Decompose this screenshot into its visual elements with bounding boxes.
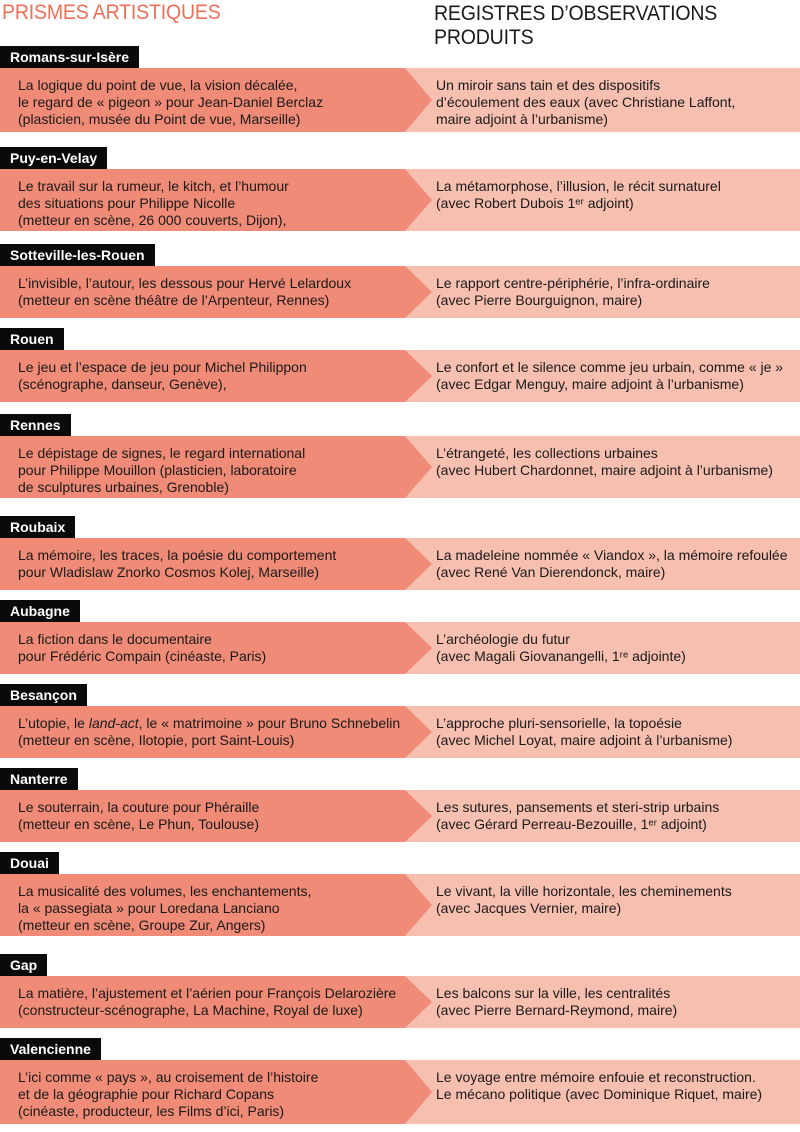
artistic-prism-line: La logique du point de vue, la vision décalée, [18, 77, 298, 93]
artistic-prism-text [18, 445, 418, 496]
city-label: Valencienne [0, 1038, 101, 1060]
observation-register-line: (avec Michel Loyat, maire adjoint à l’urbanisme) [436, 732, 733, 748]
observation-register-line: L’approche pluri-sensorielle, la topoésie [436, 715, 682, 731]
artistic-prism-text [18, 547, 418, 581]
observation-register-text [436, 275, 796, 309]
row-band [0, 706, 800, 758]
artistic-prism-text [18, 1069, 418, 1120]
observation-register-line: Les sutures, pansements et steri-strip urbains [436, 799, 720, 815]
row-band [0, 436, 800, 498]
row-band [0, 68, 800, 132]
artistic-prism-line: pour Philippe Mouillon (plasticien, laboratoire [18, 462, 297, 478]
artistic-prism-line: Le dépistage de signes, le regard international [18, 445, 306, 461]
observation-register-text [436, 77, 796, 128]
observation-register-line: (avec Magali Giovanangelli, 1ʳᵉ adjointe) [436, 648, 686, 664]
artistic-prism-text [18, 178, 418, 229]
row-band [0, 266, 800, 318]
city-label: Aubagne [0, 600, 80, 622]
row-band [0, 350, 800, 402]
row-band [0, 538, 800, 590]
observation-register-line: (avec Pierre Bernard-Reymond, maire) [436, 1002, 678, 1018]
city-label: Rennes [0, 414, 71, 436]
artistic-prism-line: et de la géographie pour Richard Copans [18, 1086, 275, 1102]
artistic-prism-line: pour Frédéric Compain (cinéaste, Paris) [18, 648, 267, 664]
observation-register-line: L’étrangeté, les collections urbaines [436, 445, 658, 461]
artistic-prism-text [18, 799, 418, 833]
city-label: Puy-en-Velay [0, 147, 107, 169]
artistic-prism-line: La musicalité des volumes, les enchantements, [18, 883, 312, 899]
observation-register-line: Un miroir sans tain et des dispositifs [436, 77, 661, 93]
artistic-prism-line: L’utopie, le land-act, le « matrimoine » pour Bruno Schnebelin [18, 715, 401, 731]
row-band [0, 169, 800, 231]
observation-register-line: Le vivant, la ville horizontale, les cheminements [436, 883, 732, 899]
artistic-prism-line: L’invisible, l’autour, les dessous pour Hervé Lelardoux [18, 275, 352, 291]
artistic-prism-text [18, 883, 418, 934]
artistic-prism-line: L’ici comme « pays », au croisement de l’histoire [18, 1069, 319, 1085]
artistic-prism-line: (constructeur-scénographe, La Machine, Royal de luxe) [18, 1002, 363, 1018]
observation-register-text [436, 985, 796, 1019]
observation-register-line: (avec Robert Dubois 1ᵉʳ adjoint) [436, 195, 634, 211]
observation-register-line: Le mécano politique (avec Dominique Riquet, maire) [436, 1086, 763, 1102]
observation-register-line: maire adjoint à l’urbanisme) [436, 111, 608, 127]
right-column-title-line-2: PRODUITS [434, 26, 534, 49]
artistic-prism-line: (metteur en scène, Le Phun, Toulouse) [18, 816, 260, 832]
observation-register-line: d’écoulement des eaux (avec Christiane Laffont, [436, 94, 736, 110]
city-label: Romans-sur-Isère [0, 46, 139, 68]
observation-register-line: La métamorphose, l’illusion, le récit surnaturel [436, 178, 721, 194]
row-band [0, 622, 800, 674]
artistic-prism-line: (cinéaste, producteur, les Films d’ici, Paris) [18, 1103, 285, 1119]
observation-register-line: Les balcons sur la ville, les centralités [436, 985, 671, 1001]
observation-register-text [436, 178, 796, 212]
observation-register-text [436, 799, 796, 833]
observation-register-line: (avec Pierre Bourguignon, maire) [436, 292, 643, 308]
observation-register-text [436, 1069, 796, 1103]
italic-term: land-act [88, 715, 139, 731]
observation-register-line: (avec Edgar Menguy, maire adjoint à l’urbanisme) [436, 376, 744, 392]
observation-register-line: Le rapport centre-périphérie, l’infra-ordinaire [436, 275, 710, 291]
artistic-prism-text [18, 985, 418, 1019]
artistic-prism-text [18, 275, 418, 309]
column-headers [0, 0, 800, 49]
artistic-prism-line: le regard de « pigeon » pour Jean-Daniel Berclaz [18, 94, 324, 110]
observation-register-line: (avec Jacques Vernier, maire) [436, 900, 622, 916]
observation-register-line: (avec Hubert Chardonnet, maire adjoint à l’urbanisme) [436, 462, 773, 478]
left-column-title: PRISMES ARTISTIQUES [2, 1, 221, 24]
row-band [0, 874, 800, 936]
artistic-prism-line: La matière, l’ajustement et l’aérien pour François Delarozière [18, 985, 397, 1001]
city-label: Nanterre [0, 768, 78, 790]
city-label: Roubaix [0, 516, 75, 538]
observation-register-text [436, 631, 796, 665]
city-label: Besançon [0, 684, 87, 706]
city-label: Sotteville-les-Rouen [0, 244, 155, 266]
artistic-prism-line: Le travail sur la rumeur, le kitch, et l’humour [18, 178, 289, 194]
artistic-prism-line: (metteur en scène, Ilotopie, port Saint-Louis) [18, 732, 295, 748]
row-band [0, 976, 800, 1028]
artistic-prism-line: de sculptures urbaines, Grenoble) [18, 479, 229, 495]
artistic-prism-line: La mémoire, les traces, la poésie du comportement [18, 547, 337, 563]
observation-register-line: L’archéologie du futur [436, 631, 570, 647]
right-column-title-line-1: REGISTRES D’OBSERVATIONS [434, 2, 718, 25]
artistic-prism-line: Le souterrain, la couture pour Phéraille [18, 799, 260, 815]
row-band [0, 790, 800, 842]
observation-register-line: Le voyage entre mémoire enfouie et reconstruction. [436, 1069, 756, 1085]
observation-register-line: La madeleine nommée « Viandox », la mémoire refoulée [436, 547, 788, 563]
artistic-prism-line: (plasticien, musée du Point de vue, Marseille) [18, 111, 301, 127]
artistic-prism-text [18, 631, 418, 665]
artistic-prism-line: (metteur en scène, 26 000 couverts, Dijon), [18, 212, 287, 228]
artistic-prism-line: des situations pour Philippe Nicolle [18, 195, 236, 211]
artistic-prism-line: La fiction dans le documentaire [18, 631, 212, 647]
observation-register-text [436, 883, 796, 917]
observation-register-line: (avec René Van Dierendonck, maire) [436, 564, 666, 580]
artistic-prism-line: (metteur en scène, Groupe Zur, Angers) [18, 917, 266, 933]
artistic-prism-line: (scénographe, danseur, Genève), [18, 376, 227, 392]
artistic-prism-line: la « passegiata » pour Loredana Lanciano [18, 900, 280, 916]
artistic-prism-line: pour Wladislaw Znorko Cosmos Kolej, Marseille) [18, 564, 320, 580]
observation-register-line: (avec Gérard Perreau-Bezouille, 1ᵉʳ adjoint) [436, 816, 707, 832]
observation-register-text [436, 445, 796, 479]
observation-register-text [436, 359, 796, 393]
artistic-prism-line: (metteur en scène théâtre de l’Arpenteur, Rennes) [18, 292, 330, 308]
observation-register-text [436, 715, 796, 749]
artistic-prism-text [18, 77, 418, 128]
artistic-prism-line: Le jeu et l’espace de jeu pour Michel Philippon [18, 359, 307, 375]
observation-register-text [436, 547, 796, 581]
city-label: Douai [0, 852, 59, 874]
city-label: Rouen [0, 328, 64, 350]
city-label: Gap [0, 954, 47, 976]
artistic-prism-text [18, 715, 418, 749]
observation-register-line: Le confort et le silence comme jeu urbain, comme « je » [436, 359, 784, 375]
artistic-prism-text [18, 359, 418, 393]
row-band [0, 1060, 800, 1124]
right-column-title [434, 2, 787, 50]
